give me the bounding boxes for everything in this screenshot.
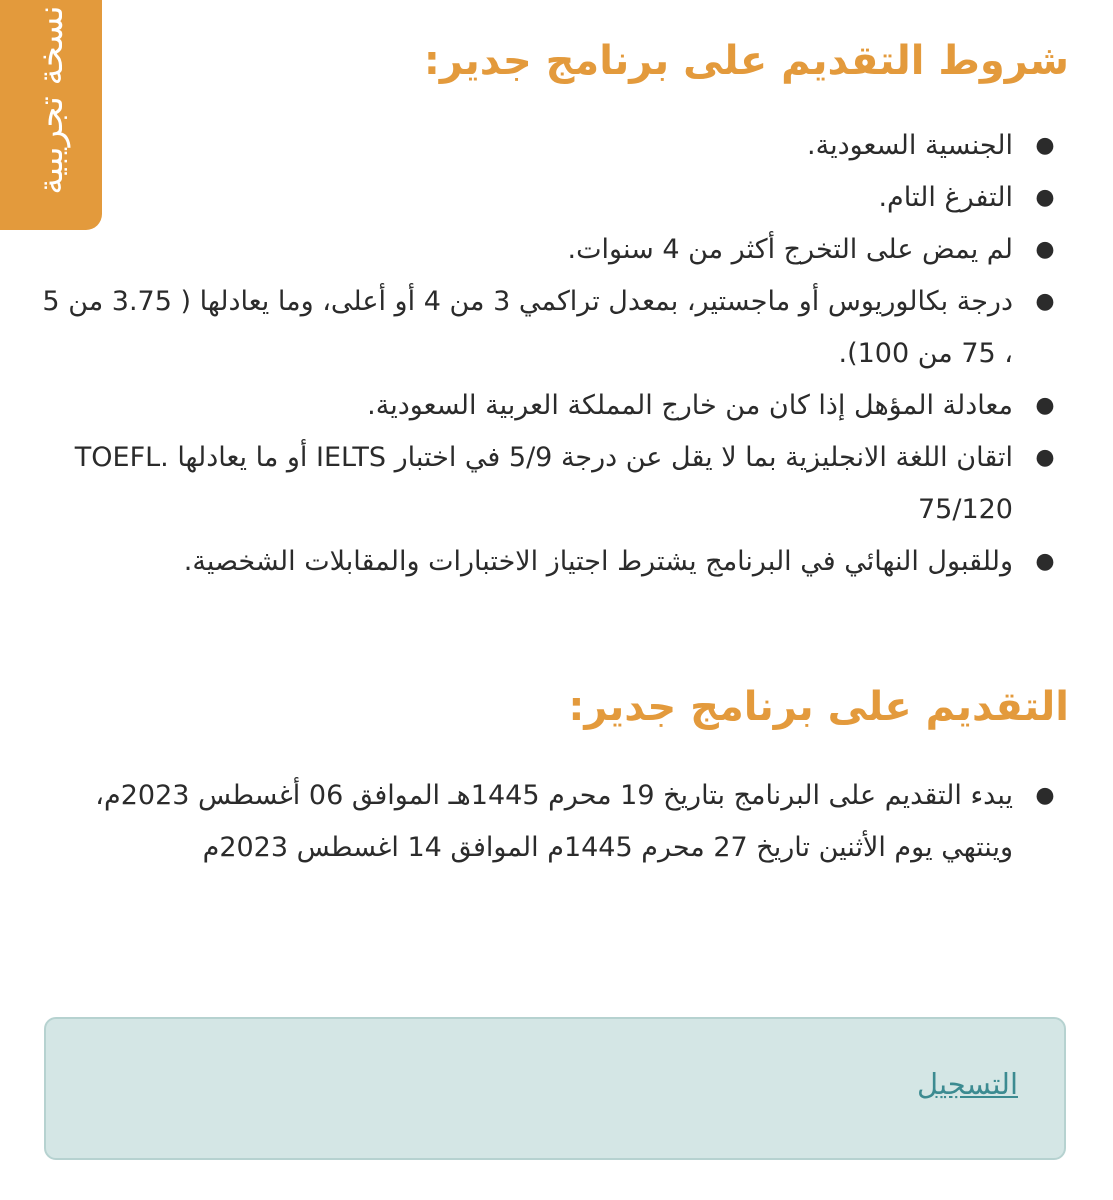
list-item: [40, 380, 1055, 432]
bullet-icon: ●: [1035, 289, 1055, 314]
list-item-text: يبدء التقديم على البرنامج بتاريخ 19 محرم 1445هـ الموافق 06 أغسطس 2023م، وينتهي يوم الأثنين تاريخ 27 محرم 1445م الموافق 14 اغسطس 2023م: [95, 780, 1013, 863]
list-item: [40, 172, 1055, 224]
register-link[interactable]: التسجيل: [917, 1067, 1018, 1101]
list-item: [40, 770, 1055, 874]
list-item: [40, 536, 1055, 588]
list-item-text: معادلة المؤهل إذا كان من خارج المملكة العربية السعودية.: [367, 390, 1013, 421]
requirements-title: شروط التقديم على برنامج جدير:: [423, 38, 1069, 84]
list-item: [40, 432, 1055, 536]
bullet-icon: ●: [1035, 445, 1055, 470]
list-item: [40, 120, 1055, 172]
application-list: [40, 770, 1055, 874]
list-item-text: الجنسية السعودية.: [807, 130, 1013, 161]
list-item-text: التفرغ التام.: [878, 182, 1013, 213]
bullet-icon: ●: [1035, 783, 1055, 808]
list-item: [40, 276, 1055, 380]
requirements-list: [40, 120, 1055, 588]
list-item: [40, 224, 1055, 276]
list-item-text: لم يمض على التخرج أكثر من 4 سنوات.: [567, 234, 1013, 265]
list-item-text: اتقان اللغة الانجليزية بما لا يقل عن درجة 5/9 في اختبار IELTS أو ما يعادلها TOEFL. 75/120: [74, 442, 1013, 525]
bullet-icon: ●: [1035, 393, 1055, 418]
bullet-icon: ●: [1035, 549, 1055, 574]
list-item-text: درجة بكالوريوس أو ماجستير، بمعدل تراكمي 3 من 4 أو أعلى، وما يعادلها ( 3.75 من 5 ، 75 من 100).: [42, 286, 1013, 369]
application-title: التقديم على برنامج جدير:: [568, 684, 1069, 730]
register-panel: [44, 1017, 1066, 1160]
bullet-icon: ●: [1035, 237, 1055, 262]
bullet-icon: ●: [1035, 185, 1055, 210]
bullet-icon: ●: [1035, 133, 1055, 158]
ribbon-label: نسخة تجريبية: [31, 5, 71, 195]
list-item-text: وللقبول النهائي في البرنامج يشترط اجتياز الاختبارات والمقابلات الشخصية.: [183, 546, 1013, 577]
